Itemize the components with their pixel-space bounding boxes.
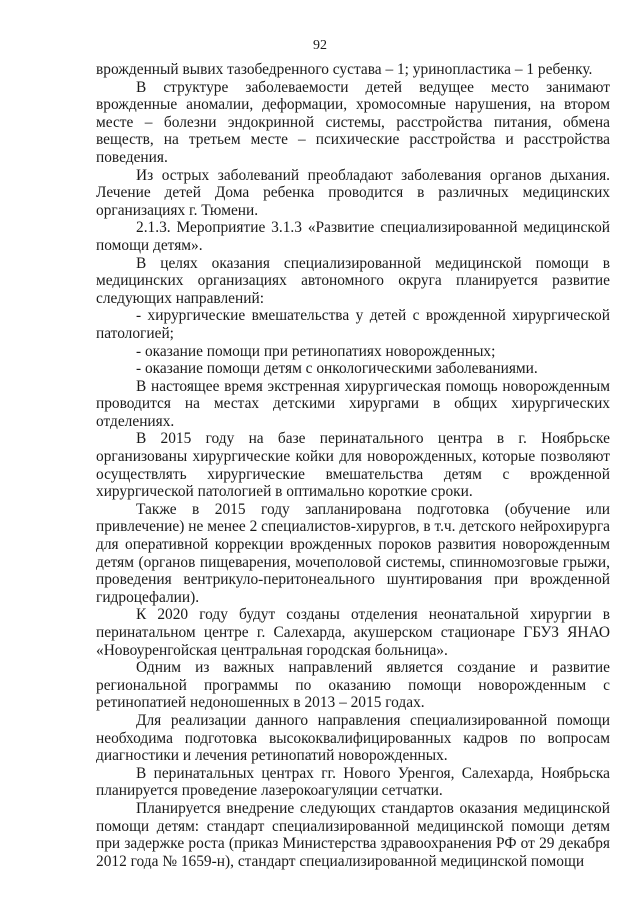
paragraph: В 2015 году на базе перинатального центра в г. Ноябрьске организованы хирургические койки для новорожденных, которые позволяют осуществлять хирургические вмешательства детям с врожденной хирургической патологией в оптимально короткие сроки. [96, 430, 610, 501]
paragraph: Одним из важных направлений является создание и развитие региональной программы по оказанию помощи новорожденным с ретинопатией недоношенных в 2013 – 2015 годах. [96, 659, 610, 712]
paragraph: В настоящее время экстренная хирургическая помощь новорожденным проводится на местах детскими хирургами в общих хирургических отделениях. [96, 377, 610, 430]
paragraph: - оказание помощи детям с онкологическими заболеваниями. [136, 360, 538, 378]
paragraph: В целях оказания специализированной медицинской помощи в медицинских организациях автономного округа планируется развитие следующих направлений: [96, 254, 610, 307]
paragraph: В структуре заболеваемости детей ведущее место занимают врожденные аномалии, деформации, хромосомные нарушения, на втором месте – болезни эндокринной системы, расстройства питания, обмена веществ, на третьем месте – психические расстройства и расстройства поведения. [96, 78, 610, 166]
paragraph: Из острых заболеваний преобладают заболевания органов дыхания. Лечение детей Дома ребенка проводится в различных медицинских организациях г. Тюмени. [96, 166, 610, 219]
paragraph: Для реализации данного направления специализированной помощи необходима подготовка высококвалифицированных кадров по вопросам диагностики и лечения ретинопатий новорожденных. [96, 711, 610, 765]
document-body [96, 61, 610, 870]
paragraph: К 2020 году будут созданы отделения неонатальной хирургии в перинатальном центре г. Салехарда, акушерском стационаре ГБУЗ ЯНАО «Новоуренгойская центральная городская больница». [96, 606, 610, 659]
paragraph: В перинатальных центрах гг. Нового Уренгоя, Салехарда, Ноябрьска планируется проведение лазерокоагуляции сетчатки. [96, 764, 610, 800]
paragraph: Также в 2015 году запланирована подготовка (обучение или привлечение) не менее 2 специалистов-хирургов, в т.ч. детского нейрохирурга для оперативной коррекции врожденных пороков развития новорожденным детям (органов пищеварения, мочеполовой системы, спинномозговые грыжи, проведения вентрикуло-перитонеального шунтирования при врожденной гидроцефалии). [96, 500, 610, 606]
paragraph: врожденный вывих тазобедренного сустава – 1; уринопластика – 1 ребенку. [96, 61, 593, 78]
paragraph: - хирургические вмешательства у детей с врожденной хирургической патологией; [96, 307, 610, 342]
paragraph: Планируется внедрение следующих стандартов оказания медицинской помощи детям: стандарт специализированной медицинской помощи детям при задержке роста (приказ Министерства здравоохранения РФ от 29 декабря 2012 года № 1659-н), стандарт специализированной медицинской помощи [96, 799, 610, 870]
paragraph: - оказание помощи при ретинопатиях новорожденных; [136, 342, 496, 360]
paragraph: 2.1.3. Мероприятие 3.1.3 «Развитие специализированной медицинской помощи детям». [96, 219, 610, 254]
page-number: 92 [313, 38, 327, 53]
